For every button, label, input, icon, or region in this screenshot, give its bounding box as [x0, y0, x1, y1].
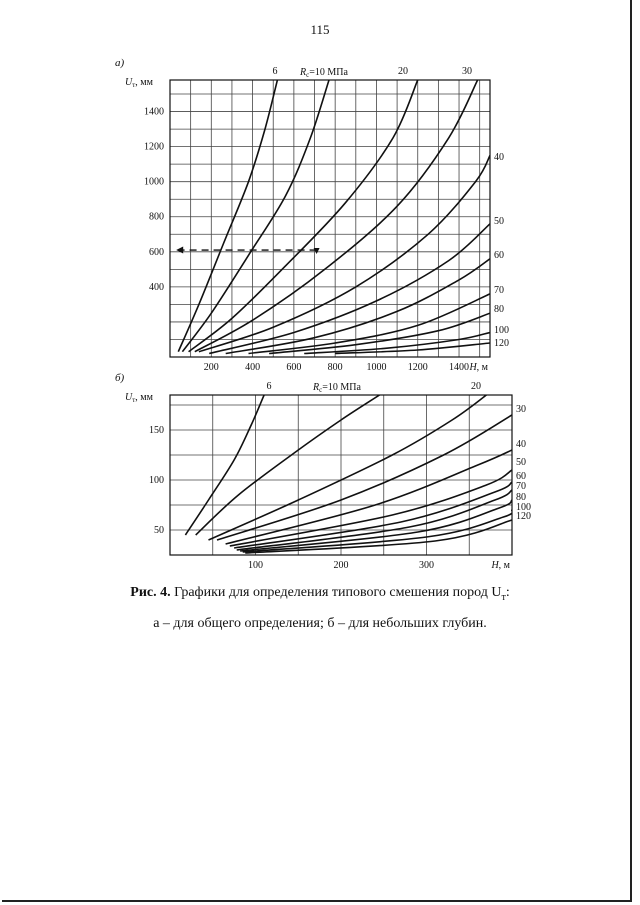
arrow-head-left	[176, 247, 183, 254]
x-tick-label: 1400	[449, 362, 470, 373]
curve-label-50: 50	[516, 457, 526, 468]
x-tick-label: 100	[248, 560, 263, 571]
x-tick-label: 800	[327, 362, 343, 373]
series-line-50	[209, 224, 490, 354]
x-tick-label: 1200	[407, 362, 428, 373]
curve-label-100: 100	[494, 325, 509, 336]
curve-label-70: 70	[494, 285, 504, 296]
curve-label-50: 50	[494, 216, 504, 227]
series-line-10	[182, 80, 329, 352]
curve-label-40: 40	[516, 439, 526, 450]
curve-label-100: 100	[516, 502, 531, 513]
curve-label-6: 6	[266, 381, 272, 392]
caption-text-1-sub: т	[501, 591, 506, 603]
curve-label-30: 30	[516, 404, 526, 415]
caption-text-1: Графики для определения типового смешения пород U	[174, 585, 502, 600]
rc-annotation: $R_с=10$ МПа	[300, 67, 348, 79]
curve-label-60: 60	[494, 250, 504, 261]
y-tick-label: 600	[149, 246, 164, 258]
series-line-6	[178, 80, 277, 352]
series-line-10	[196, 395, 380, 535]
y-tick-label: 1000	[144, 176, 164, 188]
x-tick-label: 1000	[366, 362, 387, 373]
y-tick-label: 150	[149, 425, 164, 436]
caption-text-1-end: :	[505, 585, 510, 600]
y-tick-label: 800	[149, 211, 164, 223]
curve-label-40: 40	[494, 152, 504, 163]
y-tick-label: 100	[149, 475, 164, 486]
curve-label-20: 20	[398, 66, 408, 77]
x-tick-label: 300	[419, 560, 434, 571]
curve-label-20: 20	[471, 381, 481, 392]
page-number: 115	[310, 22, 330, 37]
caption-line-1	[0, 580, 640, 611]
curve-label-80: 80	[516, 492, 526, 503]
y-tick-label: 400	[149, 281, 164, 293]
y-tick-label: 50	[154, 525, 164, 536]
panel-label: а)	[115, 57, 125, 69]
series-line-6	[185, 395, 264, 535]
caption-line-2: а – для общего определения; б – для небольших глубин.	[153, 615, 487, 631]
x-tick-label: 200	[203, 362, 219, 373]
x-tick-label: 400	[245, 362, 261, 373]
curve-label-30: 30	[462, 66, 472, 77]
y-axis-label: $U_т$, мм	[125, 77, 153, 89]
figure-caption	[0, 580, 640, 637]
panel-label: б)	[115, 372, 125, 384]
curve-label-60: 60	[516, 471, 526, 482]
x-axis-label: H, м	[469, 362, 488, 373]
curve-label-70: 70	[516, 481, 526, 492]
series-line-30	[195, 80, 478, 352]
y-tick-label: 1400	[144, 106, 164, 118]
y-axis-label: $U_т$, мм	[125, 392, 153, 404]
y-tick-label: 1200	[144, 141, 164, 153]
caption-figure-number: Рис. 4.	[130, 585, 171, 600]
curve-label-120: 120	[516, 511, 531, 522]
x-tick-label: 200	[333, 560, 349, 571]
curve-label-80: 80	[494, 304, 504, 315]
rc-annotation: $R_с=10$ МПа	[313, 382, 361, 394]
x-axis-label: H, м	[491, 560, 510, 571]
curve-label-120: 120	[494, 338, 509, 349]
series-line-20	[189, 80, 418, 352]
x-tick-label: 600	[286, 362, 302, 373]
curve-label-6: 6	[272, 66, 278, 77]
